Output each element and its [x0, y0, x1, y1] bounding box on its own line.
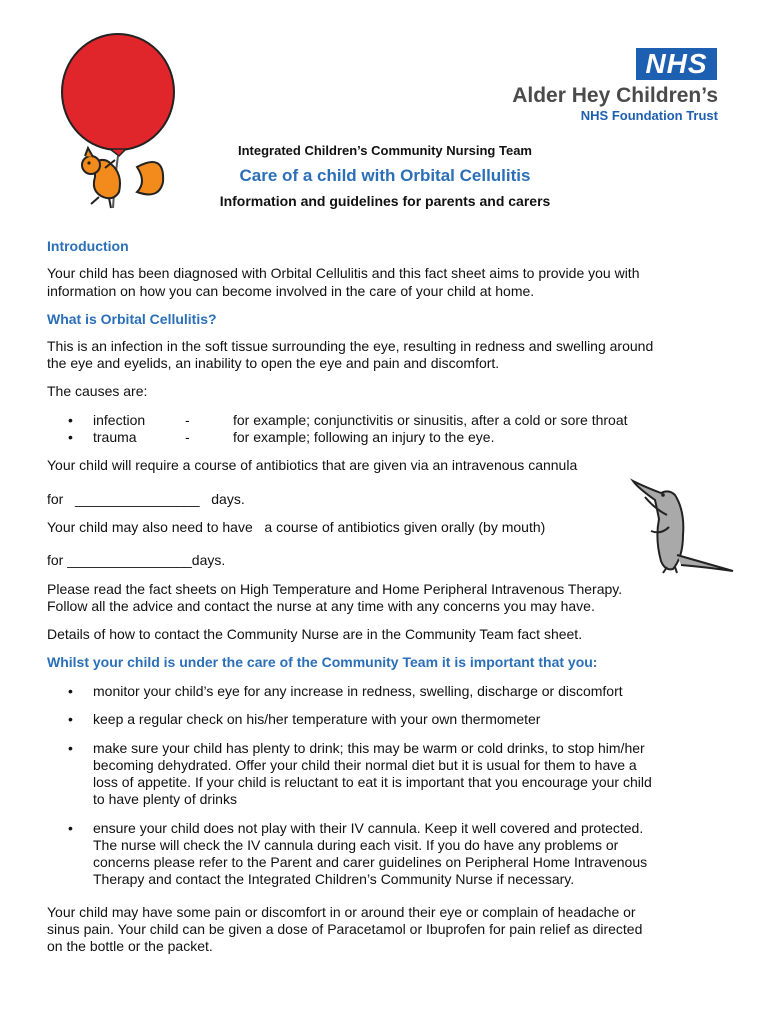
nhs-logo: NHS	[636, 48, 717, 80]
intro-line-1: Your child has been diagnosed with Orbital Cellulitis and this fact sheet aims to provide you with	[47, 265, 640, 281]
care-heading: Whilst your child is under the care of the Community Team it is important that you:	[47, 654, 598, 670]
care-bullet-line: loss of appetite. If your child is reluctant to eat it is important that you encourage your child	[93, 774, 652, 790]
bullet-dot: •	[68, 711, 73, 727]
pain-line-1: Your child may have some pain or discomfort in or around their eye or complain of headache or	[47, 904, 636, 920]
cause-name: trauma	[93, 429, 137, 445]
cause-name: infection	[93, 412, 146, 428]
oral-antibiotics-line: Your child may also need to have a course of antibiotics given orally (by mouth)	[47, 519, 546, 535]
bullet-dot: •	[68, 740, 73, 756]
anteater-illustration	[625, 475, 745, 575]
fact-sheets-line-1: Please read the fact sheets on High Temperature and Home Peripheral Intravenous Therapy.	[47, 581, 623, 597]
care-bullet-line: ensure your child does not play with their IV cannula. Keep it well covered and protected.	[93, 820, 644, 836]
iv-antibiotics-line: Your child will require a course of antibiotics that are given via an intravenous cannula	[47, 457, 578, 473]
team-name: Integrated Children’s Community Nursing Team	[238, 143, 532, 158]
cause-dash: -	[185, 412, 190, 428]
care-bullet-line: concerns please refer to the Parent and carer guidelines on Peripheral Home Intravenous	[93, 854, 648, 870]
bullet-dot: •	[68, 429, 73, 445]
pain-line-2: sinus pain. Your child can be given a dose of Paracetamol or Ibuprofen for pain relief as directed	[47, 921, 643, 937]
pain-line-3: on the bottle or the packet.	[47, 938, 213, 954]
care-bullet-line: make sure your child has plenty to drink; this may be warm or cold drinks, to stop him/her	[93, 740, 645, 756]
what-is-heading: What is Orbital Cellulitis?	[47, 311, 217, 327]
care-bullet-line: becoming dehydrated. Offer your child their normal diet but it is usual for them to have a	[93, 757, 637, 773]
trust-sub: NHS Foundation Trust	[580, 108, 718, 123]
care-bullet-line: keep a regular check on his/her temperature with your own thermometer	[93, 711, 541, 727]
cause-dash: -	[185, 429, 190, 445]
care-bullet-line: monitor your child’s eye for any increase in redness, swelling, discharge or discomfort	[93, 683, 623, 699]
trust-name: Alder Hey Children’s	[512, 84, 718, 107]
oral-days-field: for ________________days.	[47, 552, 226, 568]
bullet-dot: •	[68, 412, 73, 428]
cause-desc: for example; following an injury to the eye.	[233, 429, 495, 445]
care-bullet-line: Therapy and contact the Integrated Children’s Community Nurse if necessary.	[93, 871, 575, 887]
iv-days-field: for ________________ days.	[47, 491, 245, 507]
fact-sheets-line-2: Follow all the advice and contact the nurse at any time with any concerns you may have.	[47, 598, 595, 614]
contact-line: Details of how to contact the Community Nurse are in the Community Team fact sheet.	[47, 626, 583, 642]
page-subtitle: Information and guidelines for parents and carers	[219, 193, 551, 209]
page-title: Care of a child with Orbital Cellulitis	[239, 166, 531, 185]
cause-desc: for example; conjunctivitis or sinusitis, after a cold or sore throat	[233, 412, 628, 428]
intro-heading: Introduction	[47, 238, 129, 254]
what-is-line-1: This is an infection in the soft tissue surrounding the eye, resulting in redness and swelling around	[47, 338, 654, 354]
bullet-dot: •	[68, 820, 73, 836]
intro-line-2: information on how you can become involved in the care of your child at home.	[47, 283, 535, 299]
care-bullet-line: The nurse will check the IV cannula during each visit. If you do have any problems or	[93, 837, 619, 853]
care-bullet-line: to have plenty of drinks	[93, 791, 237, 807]
what-is-line-2: the eye and eyelids, an inability to open the eye and pain and discomfort.	[47, 355, 500, 371]
causes-intro: The causes are:	[47, 383, 148, 399]
bullet-dot: •	[68, 683, 73, 699]
